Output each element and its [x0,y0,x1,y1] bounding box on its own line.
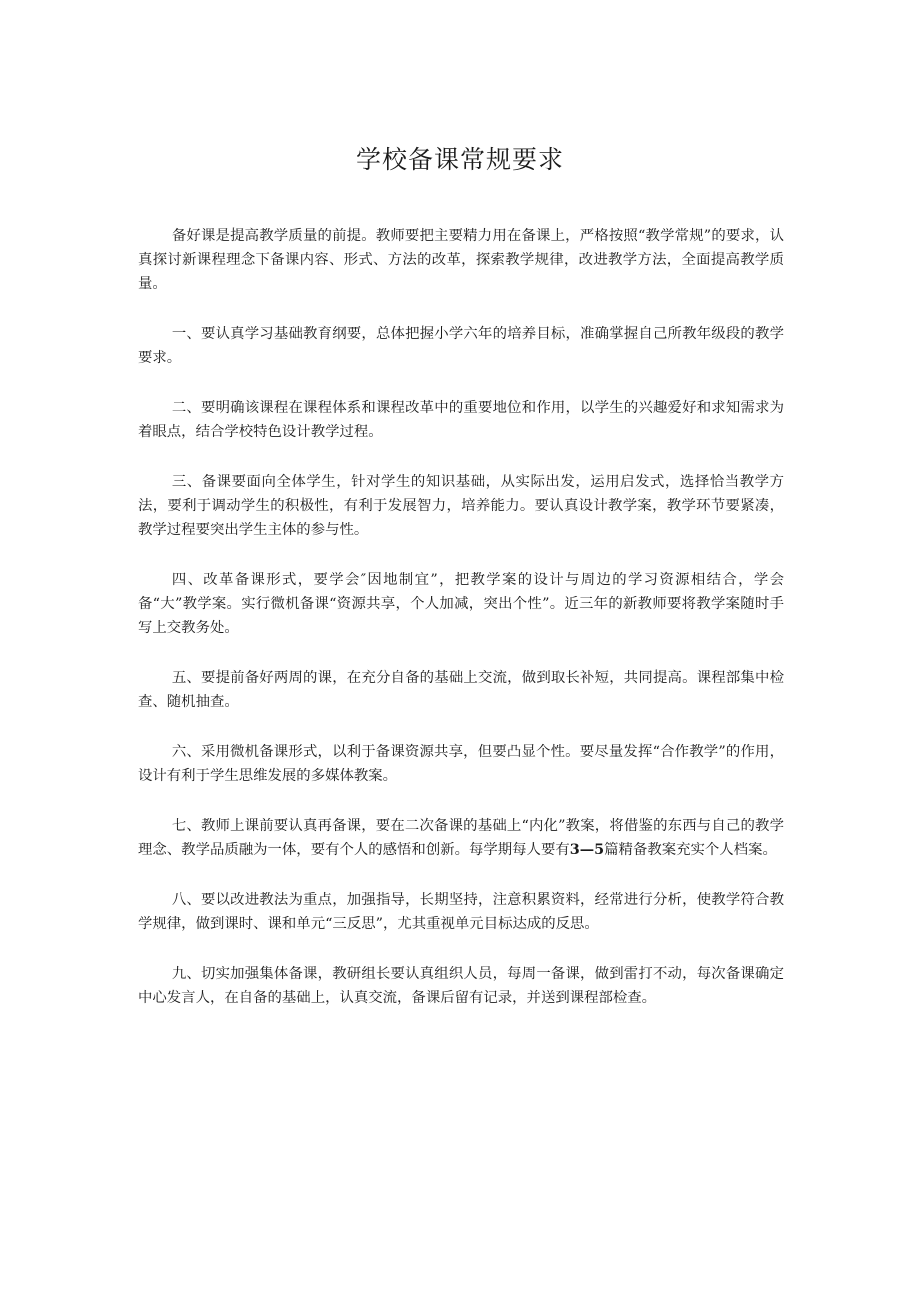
item-7-text-after: 篇精备教案充实个人档案。 [604,842,777,858]
item-paragraph-8: 八、要以改进教法为重点，加强指导，长期坚持，注意积累资料，经常进行分析，使教学符合教学规律，做到课时、课和单元“三反思”，尤其重视单元目标达成的反思。 [138,892,784,932]
item-paragraph-5: 五、要提前备好两周的课，在充分自备的基础上交流，做到取长补短，共同提高。课程部集中检查、随机抽查。 [138,670,784,710]
document-title: 学校备课常规要求 [355,145,564,174]
item-paragraph-3: 三、备课要面向全体学生，针对学生的知识基础，从实际出发，运用启发式，选择恰当教学方法，要利于调动学生的积极性，有利于发展智力，培养能力。要认真设计教学案，教学环节要紧凑，教学过程要突出学生主体的参与性。 [138,474,784,538]
intro-paragraph: 备好课是提高教学质量的前提。教师要把主要精力用在备课上，严格按照“教学常规”的要求，认真探讨新课程理念下备课内容、形式、方法的改革，探索教学规律，改进教学方法，全面提高教学质量。 [138,228,784,292]
item-paragraph-7 [138,814,784,862]
item-paragraph-2: 二、要明确该课程在课程体系和课程改革中的重要地位和作用，以学生的兴趣爱好和求知需求为着眼点，结合学校特色设计教学过程。 [138,400,784,440]
item-paragraph-9: 九、切实加强集体备课，教研组长要认真组织人员，每周一备课，做到雷打不动，每次备课确定中心发言人，在自备的基础上，认真交流，备课后留有记录，并送到课程部检查。 [138,966,784,1006]
item-paragraph-1: 一、要认真学习基础教育纲要，总体把握小学六年的培养目标，准确掌握自己所教年级段的教学要求。 [138,326,784,366]
document-body [138,224,784,1036]
item-7-text-before: 七、教师上课前要认真再备课，要在二次备课的基础上“内化”教案，将借鉴的东西与自己的教学理念、教学品质融为一体，要有个人的感悟和创新。每学期每人要有 [138,818,784,858]
item-paragraph-4: 四、改革备课形式，要学会″因地制宜”，把教学案的设计与周边的学习资源相结合，学会备“大”教学案。实行微机备课“资源共享，个人加减，突出个性”。近三年的新教师要将教学案随时手写上交教务处。 [138,572,784,636]
item-paragraph-6: 六、采用微机备课形式，以利于备课资源共享，但要凸显个性。要尽量发挥“合作教学”的作用，设计有利于学生思维发展的多媒体教案。 [138,744,784,784]
item-7-count: 3—5 [569,841,605,858]
